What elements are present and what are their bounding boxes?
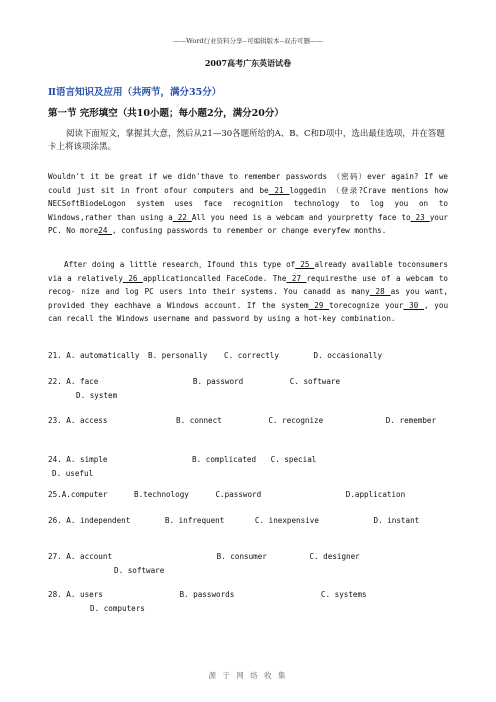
option-a: A.computer [61, 490, 108, 499]
question-28 [48, 588, 448, 615]
option-d: D.application [345, 490, 406, 499]
passage-text: After doing a little research，Ifound this type of [64, 260, 296, 269]
passage-text: , you can recall the Windows username and password by using a hot-key combination. [48, 300, 449, 323]
instructions: 阅读下面短文，掌握其大意，然后从21—30各题所给的A、B、C和D项中，选出最佳选项，并在答题卡上将该项涂黑。 [48, 129, 445, 152]
question-number: 28. [48, 590, 62, 599]
option-c: C. software [289, 377, 341, 386]
question-22 [48, 375, 448, 402]
option-d: D. software [114, 565, 165, 575]
question-number: 25. [48, 490, 62, 499]
option-b: B. personally [148, 351, 208, 360]
option-a: A. account [66, 552, 113, 561]
passage-text: your PC. No more [48, 212, 448, 235]
option-c: C. designer [309, 552, 360, 561]
option-d: D. remember [385, 416, 437, 425]
blank-22: 22 [172, 212, 192, 222]
passage-text: requiresthe use of a webcam to recog- nize and log PC users into their systems. You canadd as many [48, 273, 449, 296]
option-c: C. correctly [224, 351, 279, 360]
option-d: D. instant [373, 516, 420, 525]
blank-28: 28 [369, 287, 391, 296]
passage-text: applicationcalled FaceCode. The [142, 273, 287, 283]
question-number: 21. [48, 351, 62, 360]
blank-29: 29 [308, 300, 330, 310]
option-c: C. systems [320, 590, 367, 599]
option-b: B. passwords [179, 590, 235, 599]
question-24 [48, 453, 448, 480]
question-number: 24. [48, 455, 62, 464]
option-a: A. simple [66, 455, 108, 464]
section-heading: Ⅱ语言知识及应用（共两节，满分35分） [48, 87, 222, 98]
page-footer: 源 于 网 络 收 集 [208, 671, 288, 680]
blank-27: 27 [286, 273, 307, 283]
option-b: B. infrequent [164, 516, 225, 525]
passage-paragraph-1 [48, 170, 448, 238]
part-heading: 第一节 完形填空（共10小题；每小题2分，满分20分） [48, 108, 284, 119]
question-23 [48, 414, 448, 428]
blank-24: 24 [98, 226, 113, 235]
option-c: C. recognize [268, 416, 324, 425]
passage-text: , confusing passwords to remember or change everyfew months. [112, 226, 387, 235]
option-b: B. consumer [216, 552, 267, 561]
passage-text: All you need is a webcam and yourpretty face to [191, 212, 411, 222]
option-b: B. connect [176, 416, 222, 425]
passage-text: torecognize your [329, 300, 404, 310]
question-21 [48, 349, 448, 363]
option-d: D. computers [90, 603, 145, 613]
blank-25: 25 [295, 260, 315, 269]
option-a: A. automatically [66, 351, 140, 360]
option-c: C. special [270, 455, 317, 464]
question-number: 22. [48, 377, 62, 386]
option-c: C.password [215, 490, 262, 499]
option-b: B.technology [134, 490, 189, 499]
blank-21: 21 [268, 185, 290, 195]
passage-text: Wouldn't it be great if we didn'thave to remember passwords （密码）ever again? If we could just sit in front ofour computers and be [48, 172, 448, 195]
option-a: A. face [66, 377, 99, 386]
question-26 [48, 514, 448, 528]
question-25 [48, 488, 448, 502]
passage-paragraph-2 [48, 258, 448, 326]
passage-text: as you want, provided they eachhave a Windows account. If the system [48, 287, 448, 310]
document-title: 2007高考广东英语试卷 [204, 58, 292, 68]
blank-26: 26 [122, 273, 143, 283]
option-d: D. occasionally [313, 351, 383, 360]
option-d: D. useful [52, 468, 94, 478]
question-number: 26. [48, 516, 62, 525]
page-header: ——Word行业资料分享--可编辑版本--双击可删—— [173, 37, 323, 45]
passage-text: already available toconsumers via a relatively [48, 260, 449, 283]
option-a: A. access [66, 416, 108, 425]
option-b: B. complicated [192, 455, 257, 464]
passage-text: loggedin （登录?Crave mentions how NECSoftBiodeLogon system uses face recognition technology to log you on to Windows,rather than using a [48, 185, 448, 222]
option-c: C. inexpensive [254, 516, 319, 525]
blank-23: 23 [410, 212, 430, 222]
option-d: D. system [76, 390, 118, 400]
blank-30: 30 [403, 300, 425, 310]
option-b: B. password [192, 377, 244, 386]
question-27 [48, 550, 448, 577]
option-a: A. independent [66, 516, 131, 525]
question-number: 27. [48, 552, 62, 561]
question-number: 23. [48, 416, 62, 425]
option-a: A. users [66, 590, 103, 599]
